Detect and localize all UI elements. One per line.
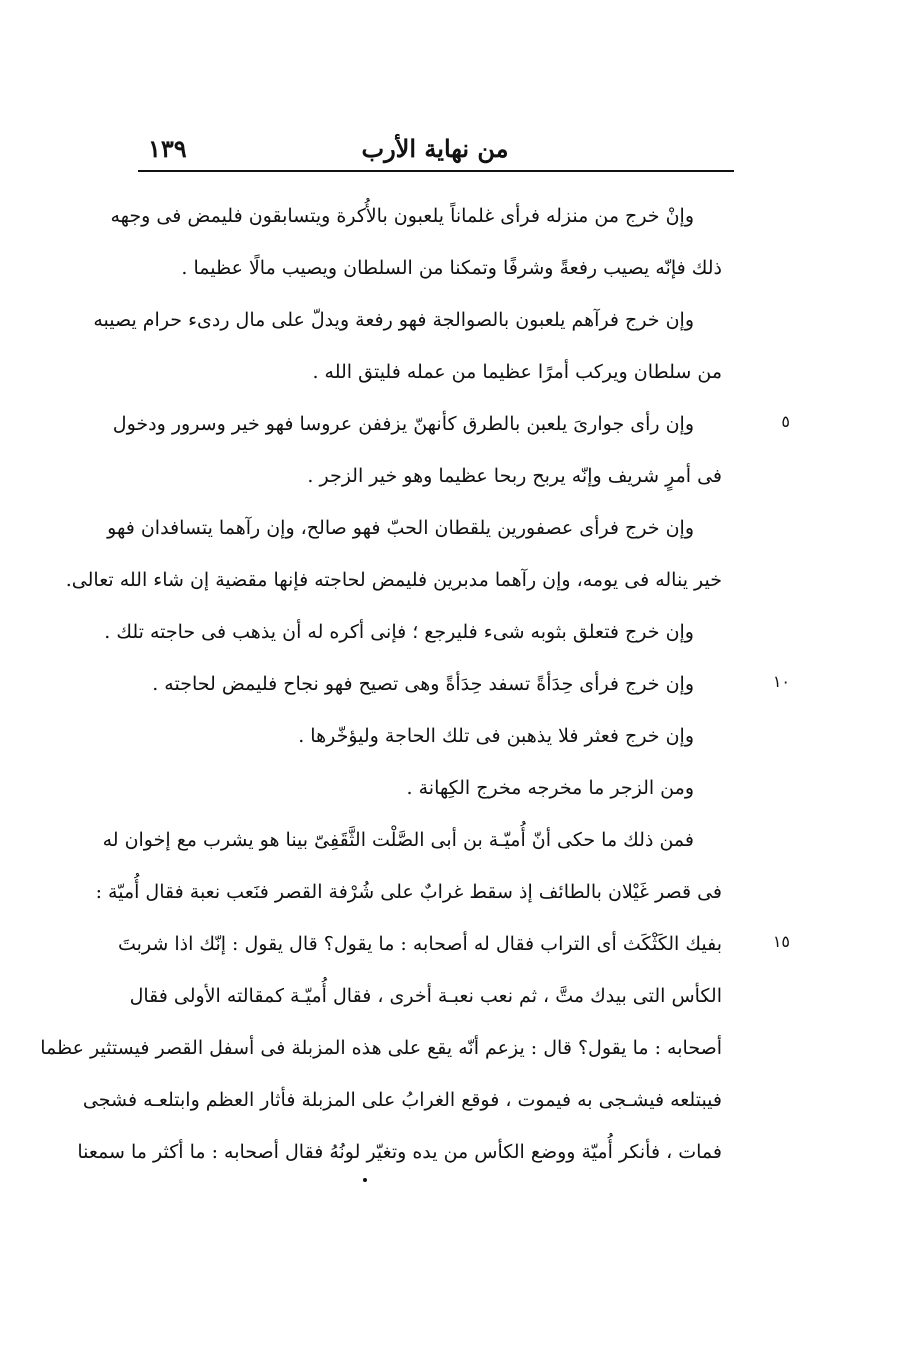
text-line: ذلك فإنّه يصيب رفعةً وشرفًا وتمكنا من السلطان ويصيب مالًا عظيما .: [181, 257, 722, 279]
margin-line-number-10: ١٠: [772, 672, 790, 691]
text-line: فى أمرٍ شريف وإنّه يربح ربحا عظيما وهو خير الزجر .: [307, 465, 722, 487]
text-line: وإن رأى جوارىَ يلعبن بالطرق كأنهنّ يزففن عروسا فهو خير وسرور ودخول: [112, 413, 694, 435]
text-line: وإن خرج فعثر فلا يذهبن فى تلك الحاجة وليؤخّرها .: [298, 725, 694, 747]
text-line: وإن خرج فرآهم يلعبون بالصوالجة فهو رفعة ويدلّ على مال ردىء حرام يصيبه: [93, 309, 694, 331]
text-line: وإن خرج فرأى حِدَأةً تسفد حِدَأةً وهى تصيح فهو نجاح فليمض لحاجته .: [152, 673, 694, 695]
text-line: من سلطان ويركب أمرًا عظيما من عمله فليتق الله .: [312, 361, 722, 383]
text-line: أصحابه : ما يقول؟ قال : يزعم أنّه يقع على هذه المزبلة فى أسفل القصر فيستثير عظما: [40, 1037, 722, 1059]
header-rule: [138, 170, 734, 172]
text-line: وإن خرج فتعلق بثوبه شىء فليرجع ؛ فإنى أكره له أن يذهب فى حاجته تلك .: [104, 621, 694, 643]
body-text: [40, 190, 722, 1178]
text-line: ومن الزجر ما مخرجه مخرج الكِهانة .: [406, 777, 694, 799]
running-title: من نهاية الأرب: [361, 134, 509, 163]
page-number: ١٣٩: [148, 134, 187, 163]
text-line: وإن خرج فرأى عصفورين يلقطان الحبّ فهو صالح، وإن رآهما يتسافدان فهو: [107, 517, 694, 539]
margin-line-number-15: ١٥: [772, 932, 790, 951]
footer-dot: [363, 1178, 367, 1182]
page-header: [138, 128, 732, 168]
text-line: وإنْ خرج من منزله فرأى غلماناً يلعبون بالأُكرة ويتسابقون فليمض فى وجهه: [110, 205, 694, 227]
text-line: خير يناله فى يومه، وإن رآهما مدبرين فليمض لحاجته فإنها مقضية إن شاء الله تعالى.: [65, 569, 722, 591]
text-line: فمات ، فأنكر أُميّة ووضع الكأس من يده وتغيّر لونُهُ فقال أصحابه : ما أكثر ما سمعنا: [77, 1141, 722, 1163]
text-line: فمن ذلك ما حكى أنّ أُميّـة بن أبى الصَّلْت الثَّقَفِىّ بينا هو يشرب مع إخوان له: [102, 829, 694, 851]
text-line: فيبتلعه فيشـجى به فيموت ، فوقع الغرابُ على المزبلة فأثار العظم وابتلعـه فشجى: [82, 1089, 722, 1111]
margin-line-number-5: ٥: [781, 412, 790, 431]
text-line: بفيك الكَثْكَث أى التراب فقال له أصحابه : ما يقول؟ قال يقول : إنّك اذا شربتَ: [117, 933, 722, 955]
text-line: فى قصر غَيْلان بالطائف إذ سقط غرابٌ على شُرْفة القصر فنَعب نعبة فقال أُميّة :: [95, 881, 722, 903]
text-line: الكأس التى بيدك متَّ ، ثم نعب نعبـة أخرى ، فقال أُميّـة كمقالته الأولى فقال: [129, 985, 722, 1007]
